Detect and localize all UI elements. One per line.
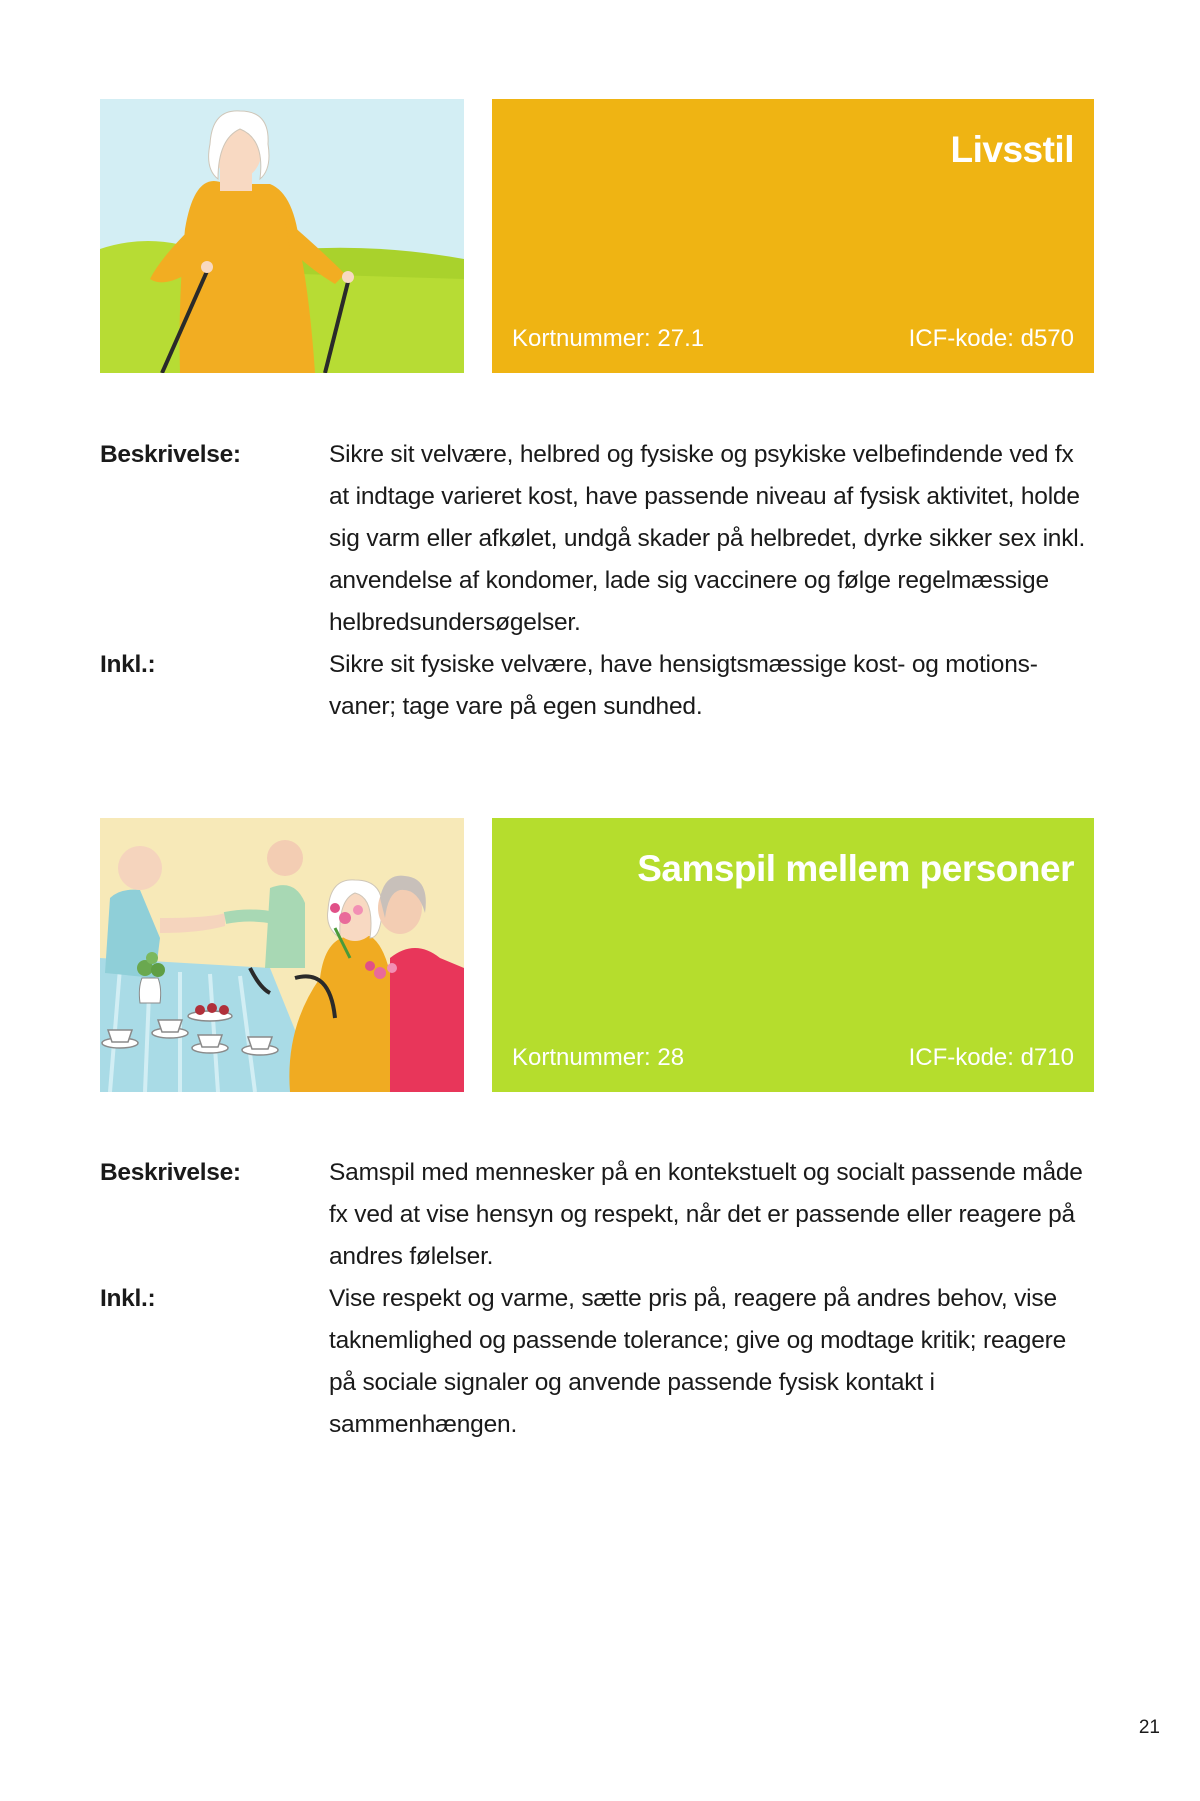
beskrivelse-text: Samspil med mennesker på en kontekstuelt og socialt passende måde fx ved at vise hensyn og respekt, når det er passende eller reagere på andres følelser. xyxy=(329,1159,1083,1270)
inkl-label: Inkl.: xyxy=(100,1285,156,1312)
card-samspil xyxy=(100,818,1094,1092)
people-greeting-at-table-illustration xyxy=(100,818,464,1092)
inkl-text: Sikre sit fysiske velvære, have hensigtsmæssige kost- og motions-vaner; tage vare på egen sundhed. xyxy=(329,651,1038,720)
beskrivelse-row xyxy=(100,1152,1100,1278)
card-header-panel xyxy=(492,818,1094,1092)
card-number: Kortnummer: 27.1 xyxy=(512,325,705,352)
beskrivelse-label: Beskrivelse: xyxy=(100,1159,241,1186)
card-description-samspil xyxy=(100,1152,1100,1446)
woman-nordic-walking-illustration xyxy=(100,99,464,373)
page-number: 21 xyxy=(1138,1717,1160,1738)
beskrivelse-text: Sikre sit velvære, helbred og fysiske og psykiske velbefindende ved fx at indtage varieret kost, have passende niveau af fysisk aktivitet, holde sig varm eller afkølet, undgå skader på helbredet, dyrke sikker sex inkl. anvendelse af kondomer, lade sig vaccinere og følge regelmæssige helbredsundersøgelser. xyxy=(329,441,1086,636)
inkl-text: Vise respekt og varme, sætte pris på, reagere på andres behov, vise taknemlighed og passende tolerance; give og modtage kritik; reagere på sociale signaler og anvende passende fysisk kontakt i sammenhængen. xyxy=(329,1285,1067,1438)
card-header-panel xyxy=(492,99,1094,373)
inkl-label: Inkl.: xyxy=(100,651,156,678)
icf-code: ICF-kode: d570 xyxy=(908,325,1074,352)
inkl-row xyxy=(100,644,1100,728)
card-livsstil xyxy=(100,99,1094,373)
card-number: Kortnummer: 28 xyxy=(512,1044,685,1071)
icf-code: ICF-kode: d710 xyxy=(908,1044,1074,1071)
beskrivelse-label: Beskrivelse: xyxy=(100,441,241,468)
card-title: Samspil mellem personer xyxy=(637,848,1074,889)
card-title: Livsstil xyxy=(950,129,1074,170)
beskrivelse-row xyxy=(100,434,1100,644)
card-description-livsstil xyxy=(100,434,1100,728)
inkl-row xyxy=(100,1278,1100,1446)
